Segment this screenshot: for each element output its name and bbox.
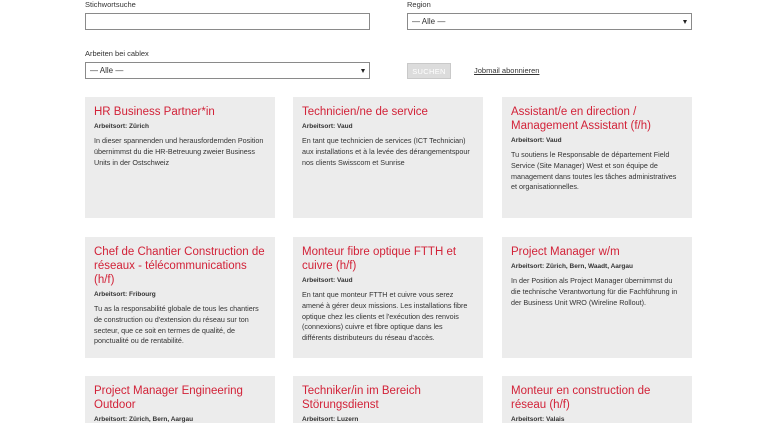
job-location-value: Zürich, Bern, Waadt, Aargau xyxy=(546,263,633,270)
job-location-prefix: Arbeitsort: xyxy=(302,416,336,423)
job-location-prefix: Arbeitsort: xyxy=(511,416,545,423)
job-location xyxy=(511,137,683,145)
region-select[interactable] xyxy=(407,13,692,30)
job-location-value: Vaud xyxy=(337,277,353,284)
employer-select[interactable] xyxy=(85,62,370,79)
chevron-down-icon xyxy=(361,69,365,73)
job-location-prefix: Arbeitsort: xyxy=(94,416,128,423)
job-location xyxy=(302,123,474,131)
region-label: Region xyxy=(407,0,431,9)
job-card[interactable] xyxy=(502,97,692,218)
region-select-value: — Alle — xyxy=(412,17,446,26)
job-location-value: Zürich xyxy=(129,123,149,130)
job-location xyxy=(94,416,266,423)
job-location-value: Vaud xyxy=(337,123,353,130)
job-card[interactable] xyxy=(293,97,483,218)
job-title[interactable]: Monteur en construction de réseau (h/f) xyxy=(511,385,651,411)
job-title[interactable]: Project Manager w/m xyxy=(511,246,620,258)
job-location xyxy=(302,416,474,423)
keyword-label: Stichwortsuche xyxy=(85,0,136,9)
job-card[interactable] xyxy=(85,237,275,358)
job-description: En tant que technicien de services (ICT Technician) aux installations et à la levée des dérangementspour nos clients Swisscom et Sunrise xyxy=(302,136,470,167)
job-description: In dieser spannenden und herausfordernden Position übernimmst du die HR-Betreuung zweier Business Units in der Ostschweiz xyxy=(94,136,264,167)
job-location-prefix: Arbeitsort: xyxy=(511,137,545,144)
chevron-down-icon xyxy=(683,20,687,24)
job-description: In der Position als Project Manager übernimmst du die technische Verantwortung für die Fachführung in der Business Unit WRO (Wireline Rollout). xyxy=(511,276,678,307)
job-description: En tant que monteur FTTH et cuivre vous serez amené à gérer deux missions. Les installations fibre optique chez les clients et l'exécution des renvois (connexions) cuivre et fibre optique dans les différents distributeurs du réseau d'accès. xyxy=(302,290,468,343)
job-description: Tu as la responsabilité globale de tous les chantiers de construction ou d'extension du réseau sur ton secteur, que ce soit en termes de qualité, de ponctualité ou de rentabilité. xyxy=(94,304,259,346)
job-location-value: Zürich, Bern, Aargau xyxy=(129,416,194,423)
search-button[interactable]: SUCHEN xyxy=(407,63,451,79)
job-location-prefix: Arbeitsort: xyxy=(302,123,336,130)
job-title[interactable]: Project Manager Engineering Outdoor xyxy=(94,385,243,411)
employer-label: Arbeiten bei cablex xyxy=(85,49,149,58)
job-card[interactable] xyxy=(293,237,483,358)
job-location-value: Luzern xyxy=(337,416,359,423)
job-location-prefix: Arbeitsort: xyxy=(94,291,128,298)
keyword-input[interactable] xyxy=(85,13,370,30)
jobmail-subscribe-link[interactable]: Jobmail abonnieren xyxy=(474,66,540,75)
job-location-prefix: Arbeitsort: xyxy=(511,263,545,270)
job-title[interactable]: Techniker/in im Bereich Störungsdienst xyxy=(302,385,421,411)
job-location xyxy=(302,277,474,285)
job-description: Tu soutiens le Responsable de département Field Service (Site Manager) West et son équipe de management dans toutes les tâches administratives et organisationnelles. xyxy=(511,150,677,192)
job-title[interactable]: Chef de Chantier Construction de réseaux - télécommunications (h/f) xyxy=(94,246,265,286)
job-card[interactable] xyxy=(502,237,692,358)
job-card[interactable] xyxy=(85,376,275,423)
job-location-value: Fribourg xyxy=(129,291,156,298)
job-title[interactable]: Assistant/e en direction / Management Assistant (f/h) xyxy=(511,106,651,132)
job-location-prefix: Arbeitsort: xyxy=(94,123,128,130)
job-location xyxy=(511,263,683,271)
job-location xyxy=(94,291,266,299)
job-location-value: Vaud xyxy=(546,137,562,144)
job-location-prefix: Arbeitsort: xyxy=(302,277,336,284)
job-card[interactable] xyxy=(293,376,483,423)
job-card[interactable] xyxy=(85,97,275,218)
job-title[interactable]: Monteur fibre optique FTTH et cuivre (h/f) xyxy=(302,246,457,272)
job-location xyxy=(94,123,266,131)
job-title[interactable]: HR Business Partner*in xyxy=(94,106,215,118)
employer-select-value: — Alle — xyxy=(90,66,124,75)
job-location xyxy=(511,416,683,423)
job-title[interactable]: Technicien/ne de service xyxy=(302,106,428,118)
job-location-value: Valais xyxy=(546,416,565,423)
job-card[interactable] xyxy=(502,376,692,423)
